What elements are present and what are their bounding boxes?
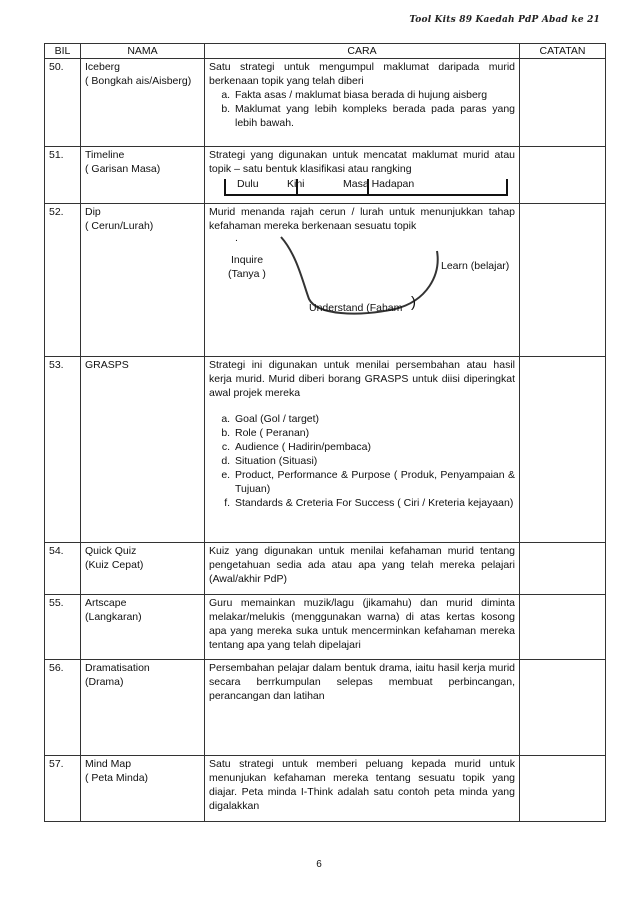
- strategy-description-cell: [205, 660, 520, 756]
- table-row: [45, 204, 606, 357]
- strategy-item-list: [209, 412, 515, 510]
- row-number: 54.: [45, 543, 81, 595]
- row-number: 57.: [45, 756, 81, 822]
- strategy-name: GRASPS: [85, 359, 129, 371]
- strategy-description: Satu strategi untuk mengumpul maklumat daripada murid berkenaan topik yang telah diberi: [209, 61, 515, 87]
- strategy-description-cell: [205, 357, 520, 543]
- table-row: [45, 357, 606, 543]
- strategy-name: Iceberg: [85, 61, 121, 73]
- strategy-name-cell: [81, 204, 205, 357]
- row-number: 56.: [45, 660, 81, 756]
- dip-dot: .: [235, 232, 238, 244]
- strategy-description: Murid menanda rajah cerun / lurah untuk menunjukkan tahap kefahaman mereka berkenaan sesuatu topik: [209, 206, 515, 232]
- dip-diagram: [209, 233, 515, 355]
- table-row: [45, 543, 606, 595]
- timeline-label-kini: Kini: [287, 178, 305, 190]
- strategy-name: Quick Quiz: [85, 545, 137, 557]
- notes-cell: [520, 59, 606, 147]
- col-header-bil: BIL: [45, 44, 81, 59]
- row-number: 55.: [45, 595, 81, 660]
- strategy-name-sub: (Drama): [85, 676, 124, 688]
- strategy-name-sub: ( Cerun/Lurah): [85, 220, 154, 232]
- strategy-name-cell: [81, 147, 205, 204]
- strategy-name-cell: [81, 543, 205, 595]
- list-item: d. Situation (Situasi): [233, 454, 515, 468]
- strategy-description-cell: [205, 59, 520, 147]
- notes-cell: [520, 357, 606, 543]
- table-row: [45, 660, 606, 756]
- strategy-name-sub: (Kuiz Cepat): [85, 559, 144, 571]
- strategy-name-cell: [81, 59, 205, 147]
- dip-closing-paren: ): [411, 294, 416, 311]
- dip-label-tanya: (Tanya ): [228, 268, 266, 280]
- timeline-label-dulu: Dulu: [237, 178, 259, 190]
- dip-label-understand: Understand (Faham: [309, 302, 403, 314]
- strategy-name: Artscape: [85, 597, 127, 609]
- page-number: 6: [316, 859, 322, 870]
- strategy-name-sub: (Langkaran): [85, 611, 142, 623]
- strategy-description-cell: [205, 595, 520, 660]
- timeline-diagram: [209, 176, 515, 198]
- dip-label-inquire: Inquire: [231, 254, 264, 266]
- strategy-name-cell: [81, 595, 205, 660]
- col-header-nama: NAMA: [81, 44, 205, 59]
- notes-cell: [520, 147, 606, 204]
- strategy-name-sub: ( Peta Minda): [85, 772, 149, 784]
- strategy-description: Satu strategi untuk memberi peluang kepada murid untuk menunjukan kefahaman mereka tentang sesuatu topik yang diajar. Peta minda I-Think adalah satu contoh peta minda yang digalakkan: [209, 758, 515, 812]
- strategy-table: [44, 43, 606, 822]
- strategy-name: Dramatisation: [85, 662, 150, 674]
- strategy-description: Strategi yang digunakan untuk mencatat maklumat murid atau topik – satu bentuk klasifikasi atau rangking: [209, 149, 515, 175]
- strategy-description: Persembahan pelajar dalam bentuk drama, iaitu hasil kerja murid secara berrkumpulan selepas membuat perbincangan, perancangan dan latihan: [209, 662, 515, 702]
- list-item: b. Maklumat yang lebih kompleks berada pada paras yang lebih bawah.: [233, 102, 515, 130]
- table-row: [45, 59, 606, 147]
- col-header-catatan: CATATAN: [520, 44, 606, 59]
- strategy-description-cell: [205, 756, 520, 822]
- table-row: [45, 756, 606, 822]
- list-item: f. Standards & Creteria For Success ( Ciri / Kreteria kejayaan): [233, 496, 515, 510]
- strategy-item-list: [209, 88, 515, 130]
- table-header-row: [45, 44, 606, 59]
- notes-cell: [520, 204, 606, 357]
- strategy-description: Strategi ini digunakan untuk menilai persembahan atau hasil kerja murid. Murid diberi borang GRASPS untuk diisi diperingkat awal projek mereka: [209, 359, 515, 399]
- notes-cell: [520, 543, 606, 595]
- document-header-title: Tool Kits 89 Kaedah PdP Abad ke 21: [409, 15, 600, 25]
- strategy-name-sub: ( Garisan Masa): [85, 163, 161, 175]
- dip-label-learn: Learn (belajar): [441, 260, 510, 272]
- row-number: 52.: [45, 204, 81, 357]
- col-header-cara: CARA: [205, 44, 520, 59]
- table-row: [45, 147, 606, 204]
- strategy-name-cell: [81, 660, 205, 756]
- strategy-description-cell: [205, 543, 520, 595]
- strategy-description-cell: [205, 147, 520, 204]
- list-item: a. Fakta asas / maklumat biasa berada di hujung aisberg: [233, 88, 515, 102]
- notes-cell: [520, 756, 606, 822]
- dip-curve-graphic: [205, 233, 520, 333]
- strategy-name-sub: ( Bongkah ais/Aisberg): [85, 75, 192, 87]
- strategy-description: Guru memainkan muzik/lagu (jikamahu) dan murid diminta melakar/melukis (menggunakan warna) di atas kertas kosong apa yang mereka suka untuk mencerminkan kefahaman mereka tentang apa yang telah dipelajari: [209, 597, 515, 651]
- timeline-label-masa-hadapan: Masa Hadapan: [343, 178, 415, 190]
- row-number: 50.: [45, 59, 81, 147]
- list-item: e. Product, Performance & Purpose ( Produk, Penyampaian & Tujuan): [233, 468, 515, 496]
- list-item: b. Role ( Peranan): [233, 426, 515, 440]
- strategy-name: Mind Map: [85, 758, 132, 770]
- table-row: [45, 595, 606, 660]
- strategy-description-cell: [205, 204, 520, 357]
- strategy-name-cell: [81, 756, 205, 822]
- row-number: 53.: [45, 357, 81, 543]
- strategy-description: Kuiz yang digunakan untuk menilai kefahaman murid tentang pengetahuan sedia ada atau apa yang telah mereka pelajari (Awal/akhir PdP): [209, 545, 515, 585]
- strategy-name-cell: [81, 357, 205, 543]
- list-item: c. Audience ( Hadirin/pembaca): [233, 440, 515, 454]
- notes-cell: [520, 660, 606, 756]
- strategy-name: Dip: [85, 206, 101, 218]
- list-item: a. Goal (Gol / target): [233, 412, 515, 426]
- notes-cell: [520, 595, 606, 660]
- strategy-name: Timeline: [85, 149, 125, 161]
- row-number: 51.: [45, 147, 81, 204]
